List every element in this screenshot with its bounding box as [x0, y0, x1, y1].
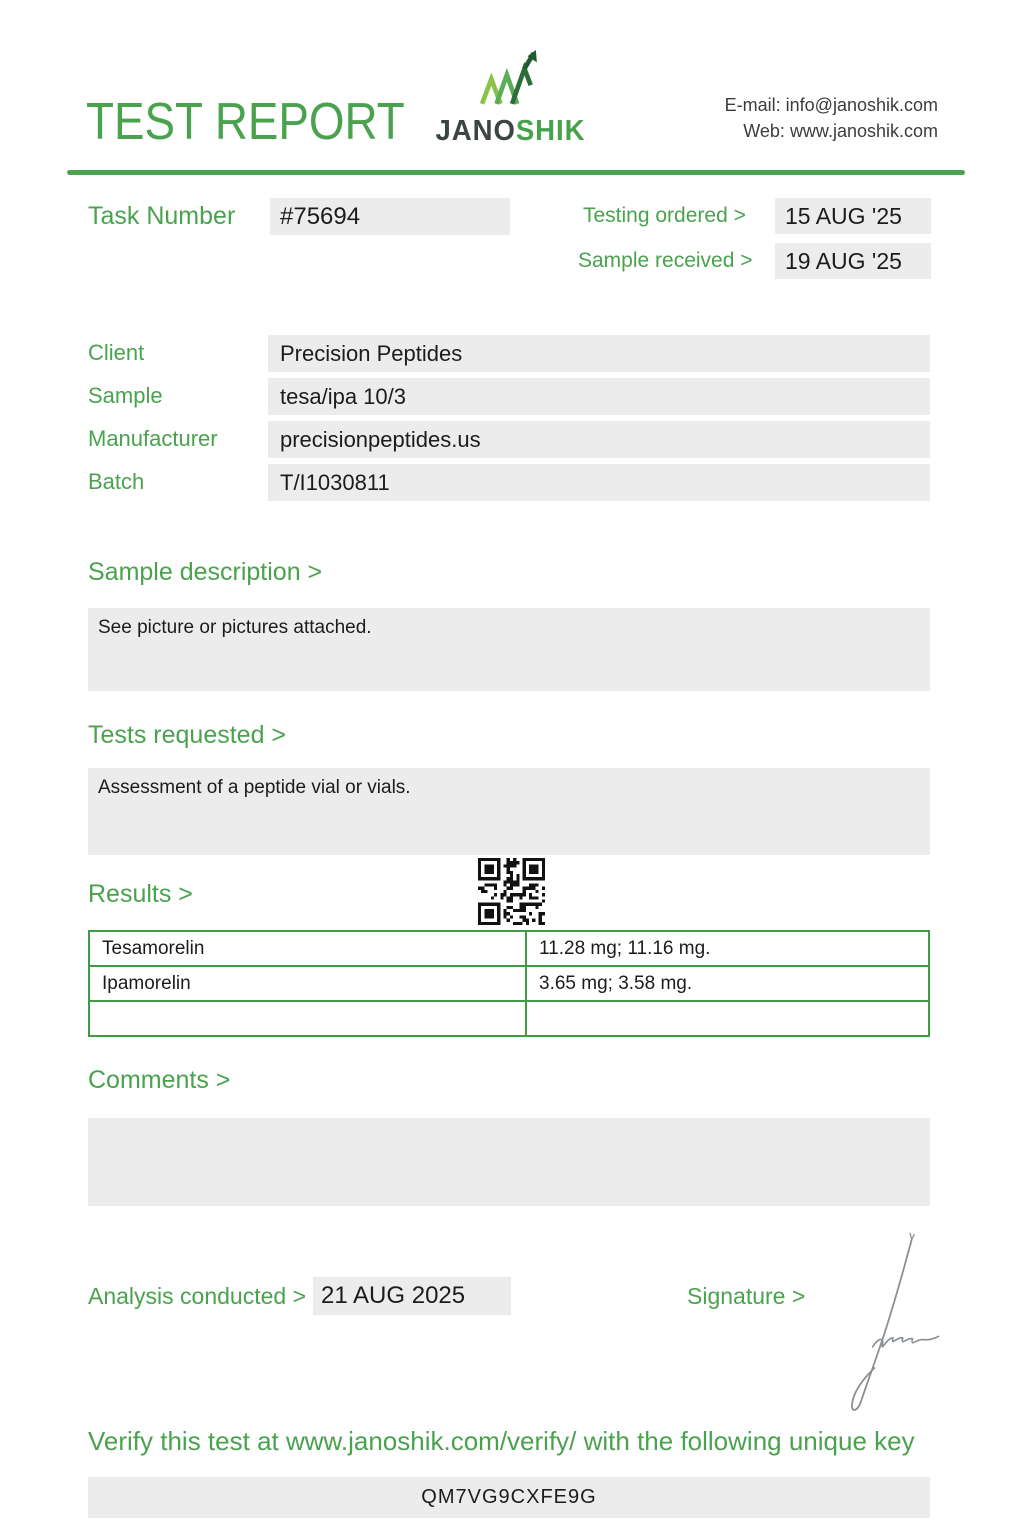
signature — [818, 1225, 968, 1420]
page-title: TEST REPORT — [86, 93, 405, 151]
results-heading: Results > — [88, 880, 193, 908]
header-divider — [67, 170, 965, 175]
analysis-conducted-date: 21 AUG 2025 — [313, 1277, 511, 1315]
table-row — [89, 1001, 929, 1036]
qr-code — [478, 858, 545, 925]
field-row-manufacturer — [88, 421, 930, 458]
field-row-batch — [88, 464, 930, 501]
task-number-value: #75694 — [270, 198, 510, 235]
web-line: Web: www.janoshik.com — [743, 121, 938, 141]
batch-label: Batch — [88, 469, 145, 494]
signature-label: Signature > — [687, 1283, 806, 1309]
table-row — [89, 966, 929, 1001]
result-name: Ipamorelin — [89, 966, 526, 1001]
manufacturer-label: Manufacturer — [88, 426, 218, 451]
sample-description-box: See picture or pictures attached. — [88, 608, 930, 691]
result-value — [526, 1001, 929, 1036]
logo-text-shik: SHIK — [515, 115, 586, 147]
contact-block — [725, 92, 938, 144]
field-row-sample — [88, 378, 930, 415]
table-row — [89, 931, 929, 966]
result-value: 3.65 mg; 3.58 mg. — [526, 966, 929, 1001]
comments-box — [88, 1118, 930, 1206]
batch-value: T/I1030811 — [268, 464, 930, 501]
result-name — [89, 1001, 526, 1036]
logo-text-jano: JANO — [435, 115, 516, 147]
sample-value: tesa/ipa 10/3 — [268, 378, 930, 415]
tests-requested-heading: Tests requested > — [88, 721, 287, 749]
unique-key-value: QM7VG9CXFE9G — [88, 1477, 930, 1518]
verify-instruction: Verify this test at www.janoshik.com/verify/ with the following unique key — [88, 1426, 915, 1456]
email-line: E-mail: info@janoshik.com — [724, 95, 938, 115]
comments-heading: Comments > — [88, 1066, 231, 1094]
field-row-client — [88, 335, 930, 372]
sample-received-label: Sample received > — [578, 249, 753, 272]
testing-ordered-date: 15 AUG '25 — [775, 198, 931, 234]
result-name: Tesamorelin — [89, 931, 526, 966]
growth-chart-icon — [472, 50, 550, 108]
manufacturer-value: precisionpeptides.us — [268, 421, 930, 458]
client-label: Client — [88, 340, 145, 365]
company-logo — [428, 50, 593, 148]
results-table — [88, 930, 930, 1037]
sample-received-date: 19 AUG '25 — [775, 243, 931, 279]
testing-ordered-label: Testing ordered > — [583, 204, 746, 227]
logo-wordmark — [432, 115, 589, 148]
tests-requested-box: Assessment of a peptide vial or vials. — [88, 768, 930, 855]
client-value: Precision Peptides — [268, 335, 930, 372]
task-number-label: Task Number — [88, 202, 236, 230]
analysis-conducted-label: Analysis conducted > — [88, 1283, 306, 1309]
sample-description-heading: Sample description > — [88, 558, 323, 586]
result-value: 11.28 mg; 11.16 mg. — [526, 931, 929, 966]
sample-label: Sample — [88, 383, 163, 408]
